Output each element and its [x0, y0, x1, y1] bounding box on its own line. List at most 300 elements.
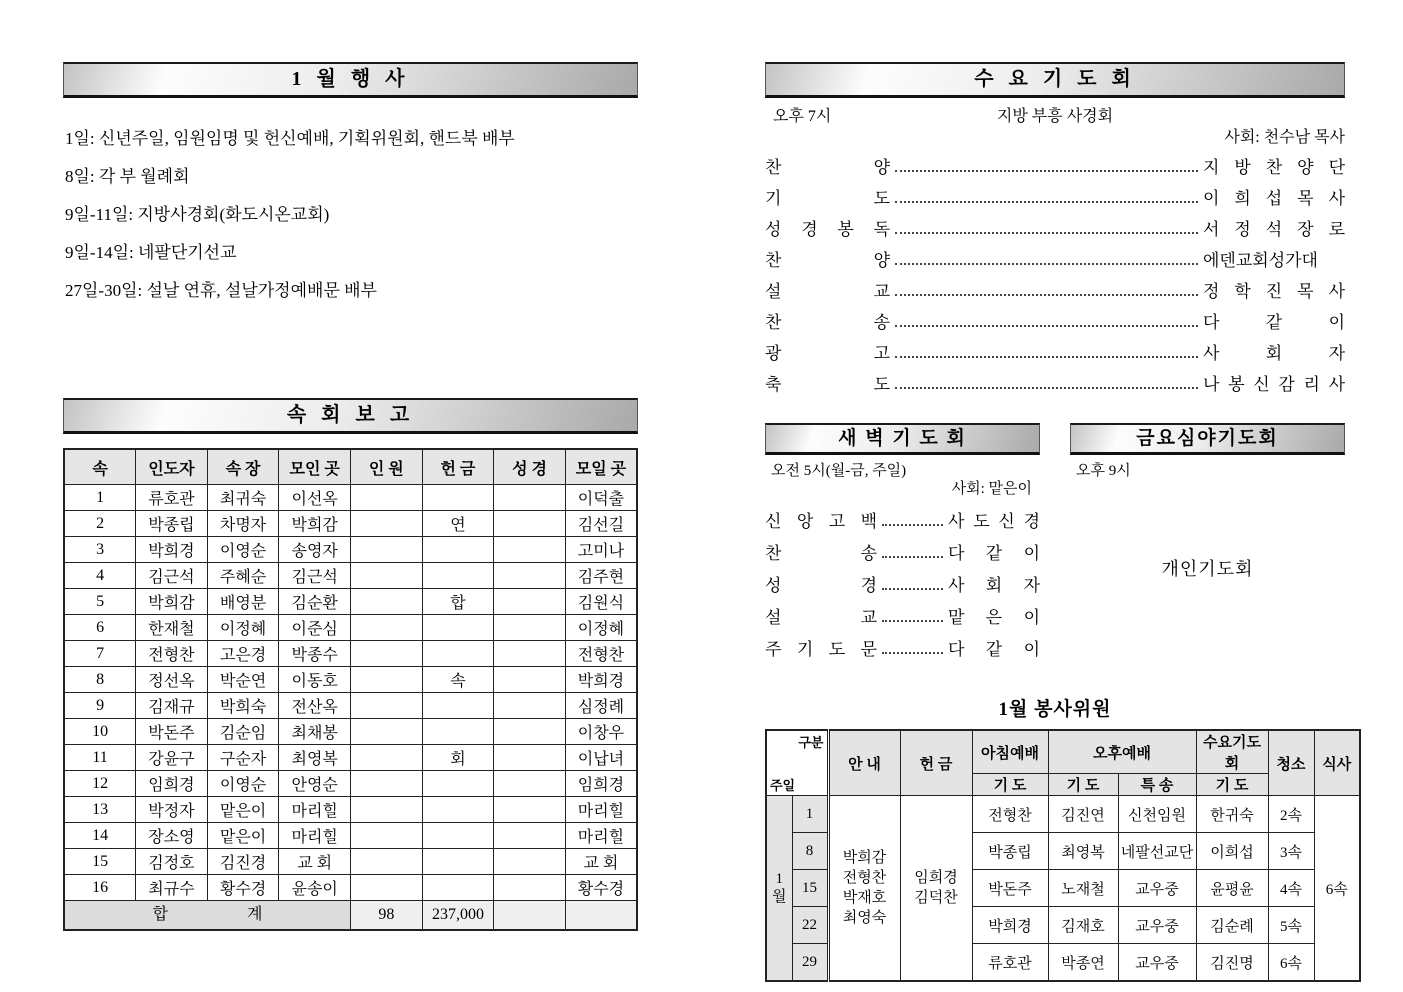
- date-cell: 8: [792, 833, 828, 870]
- program-label: 찬 송: [765, 313, 890, 332]
- table-cell: 4: [64, 563, 136, 589]
- table-cell: 마리힐: [565, 823, 637, 849]
- table-cell: 회: [422, 745, 494, 771]
- report-col-header: 모일 곳: [565, 449, 637, 485]
- table-cell: [422, 823, 494, 849]
- table-cell: 4속: [1268, 870, 1314, 907]
- servants-corner-cell: [766, 730, 828, 796]
- table-row: [64, 641, 637, 667]
- table-cell: 15: [64, 849, 136, 875]
- meal-cell: 6속: [1314, 796, 1360, 982]
- table-cell: 이정혜: [207, 615, 279, 641]
- table-cell: 전형찬: [565, 641, 637, 667]
- table-cell: [422, 563, 494, 589]
- program-line: [765, 302, 1345, 333]
- table-cell: 교우중: [1118, 870, 1196, 907]
- report-col-header: 속 장: [207, 449, 279, 485]
- table-row: [64, 875, 637, 901]
- wednesday-meta: [765, 103, 1345, 125]
- table-cell: 마리힐: [565, 797, 637, 823]
- table-cell: [351, 823, 423, 849]
- table-cell: 연: [422, 511, 494, 537]
- report-col-header: 인도자: [136, 449, 208, 485]
- table-cell: 박희경: [972, 907, 1048, 944]
- table-cell: [422, 771, 494, 797]
- table-cell: [494, 719, 566, 745]
- dotted-leader: [882, 556, 943, 558]
- table-cell: [422, 849, 494, 875]
- group-header-afternoon: 오후예배: [1048, 730, 1196, 774]
- program-value: 서 정 석 장 로: [1203, 220, 1345, 239]
- events-title-bar: [63, 62, 638, 98]
- program-line: [765, 532, 1040, 564]
- table-cell: [494, 849, 566, 875]
- program-line: [765, 596, 1040, 628]
- table-row: [64, 537, 637, 563]
- table-row: [64, 771, 637, 797]
- dotted-leader: [895, 294, 1198, 296]
- table-cell: 황수경: [565, 875, 637, 901]
- table-row: [64, 849, 637, 875]
- table-cell: 윤송이: [279, 875, 351, 901]
- event-item: 9일-11일: 지방사경회(화도시온교회): [65, 205, 330, 224]
- table-cell: 송영자: [279, 537, 351, 563]
- program-value: 사 회 자: [1203, 344, 1345, 363]
- col-header-meal: 식사: [1314, 730, 1360, 796]
- table-cell: [351, 849, 423, 875]
- table-cell: 5속: [1268, 907, 1314, 944]
- program-label: 찬 양: [765, 251, 890, 270]
- table-cell: [351, 745, 423, 771]
- table-cell: [494, 745, 566, 771]
- table-cell: 강윤구: [136, 745, 208, 771]
- table-cell: [351, 693, 423, 719]
- servants-title: 1월 봉사위원: [998, 699, 1112, 720]
- table-cell: [494, 875, 566, 901]
- table-cell: 3: [64, 537, 136, 563]
- table-cell: 이영순: [207, 771, 279, 797]
- report-total-place: [565, 901, 637, 931]
- program-label: 기 도: [765, 189, 890, 208]
- report-total-label-text: 합 계: [152, 906, 263, 923]
- sub-header-special: 특 송: [1118, 774, 1196, 796]
- table-cell: [422, 485, 494, 511]
- table-cell: 7: [64, 641, 136, 667]
- program-line: [765, 333, 1345, 364]
- program-label: 찬 송: [765, 544, 877, 563]
- table-cell: [422, 797, 494, 823]
- guide-name: 최영숙: [842, 910, 887, 927]
- report-col-header: 모인 곳: [279, 449, 351, 485]
- table-cell: 8: [64, 667, 136, 693]
- table-cell: 최영복: [1048, 833, 1118, 870]
- program-line: [765, 500, 1040, 532]
- month-cell: [766, 796, 792, 982]
- program-line: [765, 240, 1345, 271]
- program-value: 정 학 진 목 사: [1203, 282, 1345, 301]
- program-value: 이 희 섭 목 사: [1203, 189, 1345, 208]
- report-col-header: 성 경: [494, 449, 566, 485]
- program-value: 지 방 찬 양 단: [1203, 158, 1345, 177]
- report-col-header: 인 원: [351, 449, 423, 485]
- report-title: 속 회 보 고: [286, 404, 415, 426]
- event-item: 27일-30일: 설날 연휴, 설날가정예배문 배부: [65, 281, 377, 300]
- report-total-offering: 237,000: [422, 901, 494, 931]
- event-item: 9일-14일: 네팔단기선교: [65, 243, 237, 262]
- table-cell: 고미나: [565, 537, 637, 563]
- table-cell: [422, 719, 494, 745]
- program-line: [765, 178, 1345, 209]
- report-header-row: [64, 449, 637, 485]
- wednesday-subtitle: 지방 부흥 사경회: [996, 108, 1114, 125]
- wednesday-time: 오후 7시: [773, 108, 832, 125]
- corner-label-top: 구분: [798, 735, 824, 750]
- report-total-label: [64, 901, 351, 931]
- dotted-leader: [895, 387, 1198, 389]
- offering-name: 임희경: [914, 869, 958, 886]
- mid-sections: [765, 423, 1345, 660]
- table-cell: 박종립: [972, 833, 1048, 870]
- dawn-title: 새 벽 기 도 회: [838, 428, 967, 449]
- right-column: [765, 62, 1352, 982]
- table-cell: [494, 797, 566, 823]
- dawn-program: [765, 500, 1040, 660]
- table-cell: [422, 537, 494, 563]
- table-row: [64, 823, 637, 849]
- table-cell: 박종수: [279, 641, 351, 667]
- program-line: [765, 628, 1040, 660]
- group-header-wednesday: 수요기도회: [1196, 730, 1268, 774]
- table-cell: 전형찬: [136, 641, 208, 667]
- table-cell: 김재호: [1048, 907, 1118, 944]
- table-cell: 노재철: [1048, 870, 1118, 907]
- dotted-leader: [895, 201, 1198, 203]
- report-total-members: 98: [351, 901, 423, 931]
- month-line: 1: [775, 871, 783, 887]
- table-cell: 박돈주: [136, 719, 208, 745]
- table-row: [64, 511, 637, 537]
- guide-names-cell: [828, 796, 900, 982]
- table-cell: 김순임: [207, 719, 279, 745]
- sub-header-prayer: 기 도: [1048, 774, 1118, 796]
- program-label: 성 경 봉 독: [765, 220, 890, 239]
- table-cell: 마리힐: [279, 797, 351, 823]
- report-col-header: 속: [64, 449, 136, 485]
- table-row: [64, 615, 637, 641]
- col-header-cleaning: 청소: [1268, 730, 1314, 796]
- table-cell: 박희경: [565, 667, 637, 693]
- friday-title: 금요심야기도회: [1136, 428, 1279, 449]
- table-cell: 교우중: [1118, 907, 1196, 944]
- table-cell: 장소영: [136, 823, 208, 849]
- program-label: 성 경: [765, 576, 877, 595]
- friday-time: 오후 9시: [1076, 463, 1131, 479]
- table-cell: 13: [64, 797, 136, 823]
- table-cell: 최귀숙: [207, 485, 279, 511]
- table-cell: [351, 797, 423, 823]
- table-cell: 김선길: [565, 511, 637, 537]
- table-cell: 이납녀: [565, 745, 637, 771]
- program-value: 맡 은 이: [948, 608, 1040, 627]
- dotted-leader: [882, 620, 943, 622]
- table-row: [64, 589, 637, 615]
- table-cell: 교 회: [279, 849, 351, 875]
- guide-name: 전형찬: [842, 869, 887, 886]
- table-cell: 5: [64, 589, 136, 615]
- table-cell: [494, 771, 566, 797]
- table-cell: 14: [64, 823, 136, 849]
- wednesday-title-bar: [765, 62, 1345, 98]
- table-cell: 전산옥: [279, 693, 351, 719]
- program-label: 광 고: [765, 344, 890, 363]
- table-cell: [351, 641, 423, 667]
- program-line: [765, 209, 1345, 240]
- table-cell: 한귀숙: [1196, 796, 1268, 833]
- table-cell: 안영순: [279, 771, 351, 797]
- dotted-leader: [895, 263, 1198, 265]
- table-cell: 김재규: [136, 693, 208, 719]
- table-cell: 3속: [1268, 833, 1314, 870]
- table-cell: 신천임원: [1118, 796, 1196, 833]
- sub-header-prayer: 기 도: [1196, 774, 1268, 796]
- col-header-guide: 안 내: [828, 730, 900, 796]
- table-cell: 마리힐: [279, 823, 351, 849]
- table-cell: 김근석: [279, 563, 351, 589]
- events-title: 1 월 행 사: [291, 68, 410, 90]
- program-value: 다 같 이: [948, 640, 1040, 659]
- table-cell: 차명자: [207, 511, 279, 537]
- servants-header-row-1: [766, 730, 1360, 774]
- table-cell: [494, 589, 566, 615]
- table-cell: [494, 563, 566, 589]
- program-value: 사 도 신 경: [948, 512, 1040, 531]
- table-cell: 12: [64, 771, 136, 797]
- table-cell: 김근석: [136, 563, 208, 589]
- table-cell: 10: [64, 719, 136, 745]
- program-label: 신 앙 고 백: [765, 512, 877, 531]
- date-cell: 1: [792, 796, 828, 833]
- servants-row: [766, 796, 1360, 833]
- table-cell: 박순연: [207, 667, 279, 693]
- table-cell: 전형찬: [972, 796, 1048, 833]
- dawn-section: [765, 423, 1040, 660]
- table-cell: 최규수: [136, 875, 208, 901]
- dawn-title-bar: [765, 423, 1040, 455]
- event-item: 1일: 신년주일, 임원임명 및 헌신예배, 기획위원회, 핸드북 배부: [65, 129, 515, 148]
- table-cell: 정선옥: [136, 667, 208, 693]
- table-cell: 16: [64, 875, 136, 901]
- group-header-morning: 아침예배: [972, 730, 1048, 774]
- cell-report-table: [63, 448, 638, 931]
- table-cell: [422, 641, 494, 667]
- report-head: [64, 449, 637, 485]
- program-label: 설 교: [765, 282, 890, 301]
- table-cell: 합: [422, 589, 494, 615]
- table-row: [64, 563, 637, 589]
- report-total-bible: [494, 901, 566, 931]
- program-value: 다 같 이: [1203, 313, 1345, 332]
- table-cell: [351, 771, 423, 797]
- table-cell: 박희경: [136, 537, 208, 563]
- table-cell: [351, 719, 423, 745]
- program-label: 주 기 도 문: [765, 640, 877, 659]
- table-cell: 구순자: [207, 745, 279, 771]
- dotted-leader: [882, 652, 943, 654]
- table-cell: 임희경: [565, 771, 637, 797]
- wednesday-moderator: 사회: 천수남 목사: [1224, 129, 1345, 146]
- table-cell: 최영복: [279, 745, 351, 771]
- friday-section: [1070, 423, 1345, 660]
- dotted-leader: [895, 170, 1198, 172]
- table-cell: 고은경: [207, 641, 279, 667]
- table-cell: [494, 537, 566, 563]
- dawn-moderator: 사회: 맡은이: [951, 481, 1032, 497]
- guide-name: 박희감: [842, 849, 887, 866]
- table-cell: [494, 615, 566, 641]
- program-line: [765, 147, 1345, 178]
- program-value: 다 같 이: [948, 544, 1040, 563]
- table-cell: 속: [422, 667, 494, 693]
- table-cell: [494, 667, 566, 693]
- table-cell: 류호관: [972, 944, 1048, 982]
- table-row: [64, 667, 637, 693]
- table-cell: [351, 511, 423, 537]
- table-cell: 주혜순: [207, 563, 279, 589]
- table-cell: [494, 823, 566, 849]
- table-cell: 김원식: [565, 589, 637, 615]
- table-cell: 박정자: [136, 797, 208, 823]
- program-label: 찬 양: [765, 158, 890, 177]
- friday-title-bar: [1070, 423, 1345, 455]
- program-label: 설 교: [765, 608, 877, 627]
- table-row: [64, 797, 637, 823]
- table-cell: [351, 875, 423, 901]
- table-cell: 김진연: [1048, 796, 1118, 833]
- dotted-leader: [882, 524, 943, 526]
- table-cell: 김주현: [565, 563, 637, 589]
- table-cell: 최채봉: [279, 719, 351, 745]
- col-header-offering: 헌 금: [900, 730, 972, 796]
- table-cell: 김정호: [136, 849, 208, 875]
- table-row: [64, 693, 637, 719]
- table-cell: 이창우: [565, 719, 637, 745]
- program-value: 사 회 자: [948, 576, 1040, 595]
- guide-name: 박재호: [842, 890, 887, 906]
- table-cell: [351, 563, 423, 589]
- table-cell: 박희숙: [207, 693, 279, 719]
- table-cell: [351, 537, 423, 563]
- table-cell: [422, 693, 494, 719]
- table-cell: 이정혜: [565, 615, 637, 641]
- table-row: [64, 745, 637, 771]
- table-cell: 김진명: [1196, 944, 1268, 982]
- table-cell: [494, 511, 566, 537]
- program-value: 나 봉 신 감 리 사: [1203, 375, 1345, 394]
- table-cell: 박희감: [279, 511, 351, 537]
- table-cell: 박종연: [1048, 944, 1118, 982]
- table-cell: 이동호: [279, 667, 351, 693]
- month-line: 월: [772, 889, 787, 905]
- service-committee-table: [765, 729, 1361, 982]
- left-column: [63, 62, 638, 931]
- program-label: 축 도: [765, 375, 890, 394]
- event-item: 8일: 각 부 월례회: [65, 167, 190, 186]
- report-body: [64, 485, 637, 931]
- table-cell: 2속: [1268, 796, 1314, 833]
- table-cell: 6속: [1268, 944, 1314, 982]
- date-cell: 29: [792, 944, 828, 982]
- wednesday-program: [765, 147, 1345, 395]
- table-cell: 이덕출: [565, 485, 637, 511]
- table-cell: 맡은이: [207, 823, 279, 849]
- table-cell: 임희경: [136, 771, 208, 797]
- table-row: [64, 719, 637, 745]
- date-cell: 22: [792, 907, 828, 944]
- dotted-leader: [895, 232, 1198, 234]
- table-cell: 한재철: [136, 615, 208, 641]
- table-cell: 1: [64, 485, 136, 511]
- program-value: 에덴교회성가대: [1203, 251, 1318, 270]
- table-cell: 김진경: [207, 849, 279, 875]
- table-cell: [351, 485, 423, 511]
- table-cell: 황수경: [207, 875, 279, 901]
- table-cell: 6: [64, 615, 136, 641]
- table-cell: 김순환: [279, 589, 351, 615]
- table-cell: 네팔선교단: [1118, 833, 1196, 870]
- dawn-time: 오전 5시(월-금, 주일): [771, 463, 907, 479]
- table-cell: 윤평윤: [1196, 870, 1268, 907]
- table-cell: 이희섭: [1196, 833, 1268, 870]
- program-line: [765, 271, 1345, 302]
- table-cell: 교우중: [1118, 944, 1196, 982]
- servants-head: [766, 730, 1360, 796]
- table-cell: 교 회: [565, 849, 637, 875]
- dotted-leader: [895, 356, 1198, 358]
- table-cell: 배영분: [207, 589, 279, 615]
- servants-body: [766, 796, 1360, 982]
- friday-content: 개인기도회: [1161, 559, 1254, 579]
- report-col-header: 헌 금: [422, 449, 494, 485]
- table-cell: 이영순: [207, 537, 279, 563]
- table-cell: 맡은이: [207, 797, 279, 823]
- table-cell: [351, 589, 423, 615]
- report-title-bar: [63, 398, 638, 434]
- table-cell: [351, 615, 423, 641]
- table-cell: 김순례: [1196, 907, 1268, 944]
- wednesday-title: 수 요 기 도 회: [974, 68, 1136, 90]
- table-cell: [351, 667, 423, 693]
- events-list: [63, 120, 638, 310]
- table-cell: [494, 485, 566, 511]
- corner-label-bottom: 주일: [770, 778, 796, 793]
- table-cell: 11: [64, 745, 136, 771]
- table-cell: 이선옥: [279, 485, 351, 511]
- sub-header-prayer: 기 도: [972, 774, 1048, 796]
- dotted-leader: [882, 588, 943, 590]
- program-line: [765, 364, 1345, 395]
- table-cell: 2: [64, 511, 136, 537]
- table-cell: 이준심: [279, 615, 351, 641]
- report-total-row: [64, 901, 637, 931]
- dotted-leader: [895, 325, 1198, 327]
- table-cell: [494, 693, 566, 719]
- table-cell: 박종립: [136, 511, 208, 537]
- table-cell: [494, 641, 566, 667]
- date-cell: 15: [792, 870, 828, 907]
- program-line: [765, 564, 1040, 596]
- table-cell: 박희감: [136, 589, 208, 615]
- table-cell: [422, 615, 494, 641]
